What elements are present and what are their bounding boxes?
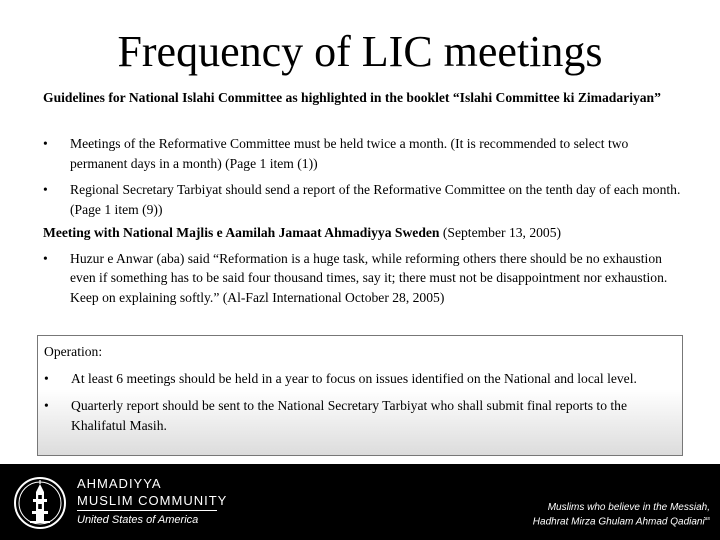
- operation-box: [37, 335, 683, 456]
- meeting-heading-bold: Meeting with National Majlis e Aamilah Jamaat Ahmadiyya Sweden: [43, 225, 440, 240]
- footer-divider: [77, 510, 217, 511]
- meeting-bullet-1-text: Huzur e Anwar (aba) said “Reformation is a huge task, while reforming others there should be no exhaustion even if something has to be said four thousand times, say it; there must not be disappointment nor exhaustion. Keep on explaining softly.” (Al-Fazl International October 28, 2005): [70, 250, 668, 305]
- tagline-line2-text: Hadhrat Mirza Ghulam Ahmad Qadiani: [532, 516, 705, 528]
- operation-heading: Operation:: [44, 344, 103, 359]
- org-name-line1: AHMADIYYA: [77, 476, 162, 491]
- org-country: United States of America: [77, 514, 199, 526]
- meeting-bullet-1: [43, 249, 683, 308]
- slide-body: [43, 88, 683, 307]
- operation-bullet-1-text: At least 6 meetings should be held in a year to focus on issues identified on the National and local level.: [71, 370, 637, 386]
- operation-bullet-1: [44, 369, 674, 389]
- guidelines-bullet-2-text: Regional Secretary Tarbiyat should send a report of the Reformative Committee on the tenth day of each month. (Page 1 item (9)): [70, 182, 681, 217]
- operation-bullet-2: [44, 396, 674, 435]
- operation-bullet-2-text: Quarterly report should be sent to the National Secretary Tarbiyat who shall submit final reports to the Khalifatul Masih.: [71, 398, 627, 433]
- guidelines-bullet-1: [43, 134, 683, 173]
- minaret-emblem-icon: [12, 473, 68, 533]
- operation-content: [44, 342, 674, 435]
- slide-title: Frequency of LIC meetings: [117, 27, 603, 76]
- tagline-superscript: as: [704, 516, 710, 522]
- bullet-mark: •: [43, 182, 48, 197]
- footer-bar: [0, 464, 720, 540]
- meeting-heading: [43, 223, 683, 243]
- bullet-mark: •: [44, 370, 49, 386]
- tagline-line1: Muslims who believe in the Messiah,: [547, 502, 710, 513]
- guidelines-bullet-2: [43, 180, 683, 219]
- tagline-line2: [533, 516, 710, 527]
- guidelines-heading: [43, 88, 683, 127]
- guidelines-bullet-1-text: Meetings of the Reformative Committee must be held twice a month. (It is recommended to select two permanent days in a month) (Page 1 item (1)): [70, 136, 629, 171]
- bullet-mark: •: [43, 250, 48, 266]
- org-name-line2: MUSLIM COMMUNITY: [77, 493, 228, 508]
- bullet-mark: •: [44, 398, 49, 413]
- guidelines-heading-text: Guidelines for National Islahi Committee as highlighted in the booklet “Islahi Committee ki Zimadariyan”: [43, 90, 661, 105]
- bullet-mark: •: [43, 136, 48, 151]
- meeting-heading-date: (September 13, 2005): [439, 225, 562, 240]
